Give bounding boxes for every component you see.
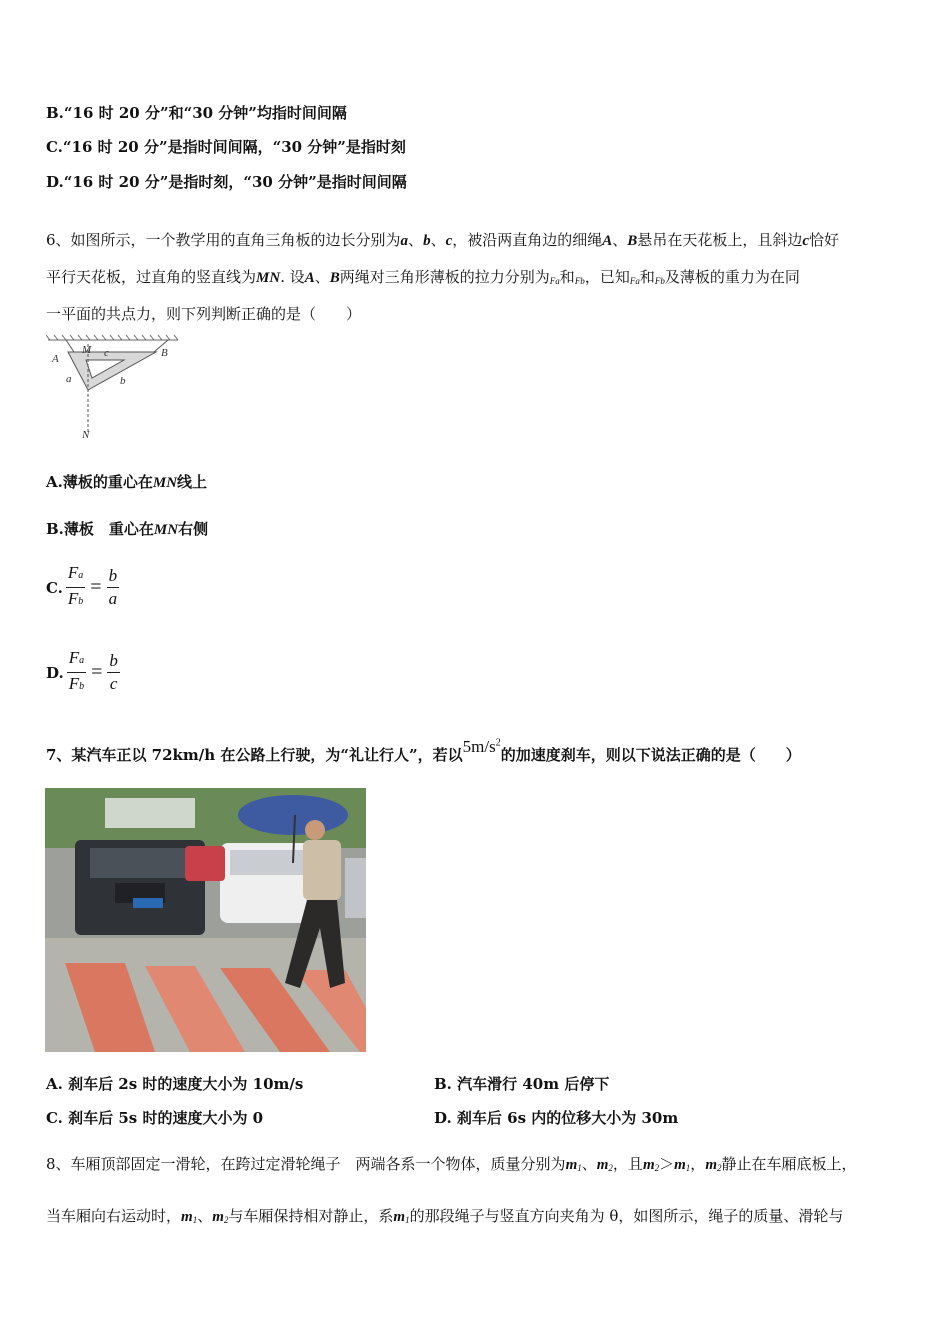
fig-label-a-upper: A — [52, 353, 59, 365]
fig-label-b-upper: B — [161, 347, 168, 359]
q7-stem: 7、某汽车正以 72km/h 在公路上行驶，为“礼让行人”，若以$5m/s^2$的加速度刹车，则以下说法正确的是（ ） — [46, 737, 801, 764]
q6-option-a: A.薄板的重心在MN线上 — [46, 473, 208, 491]
fig-label-b: b — [120, 375, 126, 387]
q7-option-c: C. 刹车后 5s 时的速度大小为 0 — [46, 1109, 264, 1127]
q5-option-b: B.“16 时 20 分”和“30 分钟”均指时间间隔 — [46, 104, 347, 122]
fig-label-n: N — [82, 429, 90, 441]
q6-option-c: C. $\frac{Fa}{Fb}$ = $\frac{b}{a}$ — [46, 563, 118, 608]
q8-stem-line1: 8、车厢顶部固定一滑轮，在跨过定滑轮绳子 两端各系一个物体，质量分别为$m_1$、$m_2$，且$m_2>m_1$，$m_2$静止在车厢底板上， — [46, 1155, 857, 1173]
q6-option-b: B.薄板 重心在MN右侧 — [46, 520, 209, 538]
q6-stem-line1: 6、如图所示，一个教学用的直角三角板的边长分别为a、b、c，被沿两直角边的细绳A、B悬吊在天花板上，且斜边c恰好 — [46, 231, 840, 249]
q7-option-d: D. 刹车后 6s 内的位移大小为 30m — [434, 1109, 679, 1127]
fig-label-m: M — [82, 344, 92, 356]
q8-stem-line2: 当车厢向右运动时，$m_1$、$m_2$与车厢保持相对静止，系$m_1$的那段绳子与竖直方向夹角为 θ，如图所示，绳子的质量、滑轮与 — [46, 1207, 844, 1225]
q7-crosswalk-photo — [45, 788, 366, 1052]
q6-stem-line2: 平行天花板，过直角的竖直线为MN. 设A、B两绳对三角形薄板的拉力分别为$_{Fa}$和$_{Fb}$，已知$_{Fa}$和$_{Fb}$及薄板的重力为在同 — [46, 268, 800, 286]
fig-label-c: c — [104, 347, 109, 359]
q7-option-a: A. 刹车后 2s 时的速度大小为 10m/s — [46, 1075, 304, 1093]
fig-label-a: a — [66, 373, 72, 385]
q6-triangle-figure — [46, 334, 182, 444]
q5-option-c: C.“16 时 20 分”是指时间间隔，“30 分钟”是指时刻 — [46, 138, 406, 156]
q6-stem-line3: 一平面的共点力，则下列判断正确的是（ ） — [46, 305, 362, 323]
q6-option-d: D. $\frac{Fa}{Fb}$ = $\frac{b}{c}$ — [46, 648, 118, 693]
q7-option-b: B. 汽车滑行 40m 后停下 — [434, 1075, 610, 1093]
q5-option-d: D.“16 时 20 分”是指时刻，“30 分钟”是指时间间隔 — [46, 173, 407, 191]
